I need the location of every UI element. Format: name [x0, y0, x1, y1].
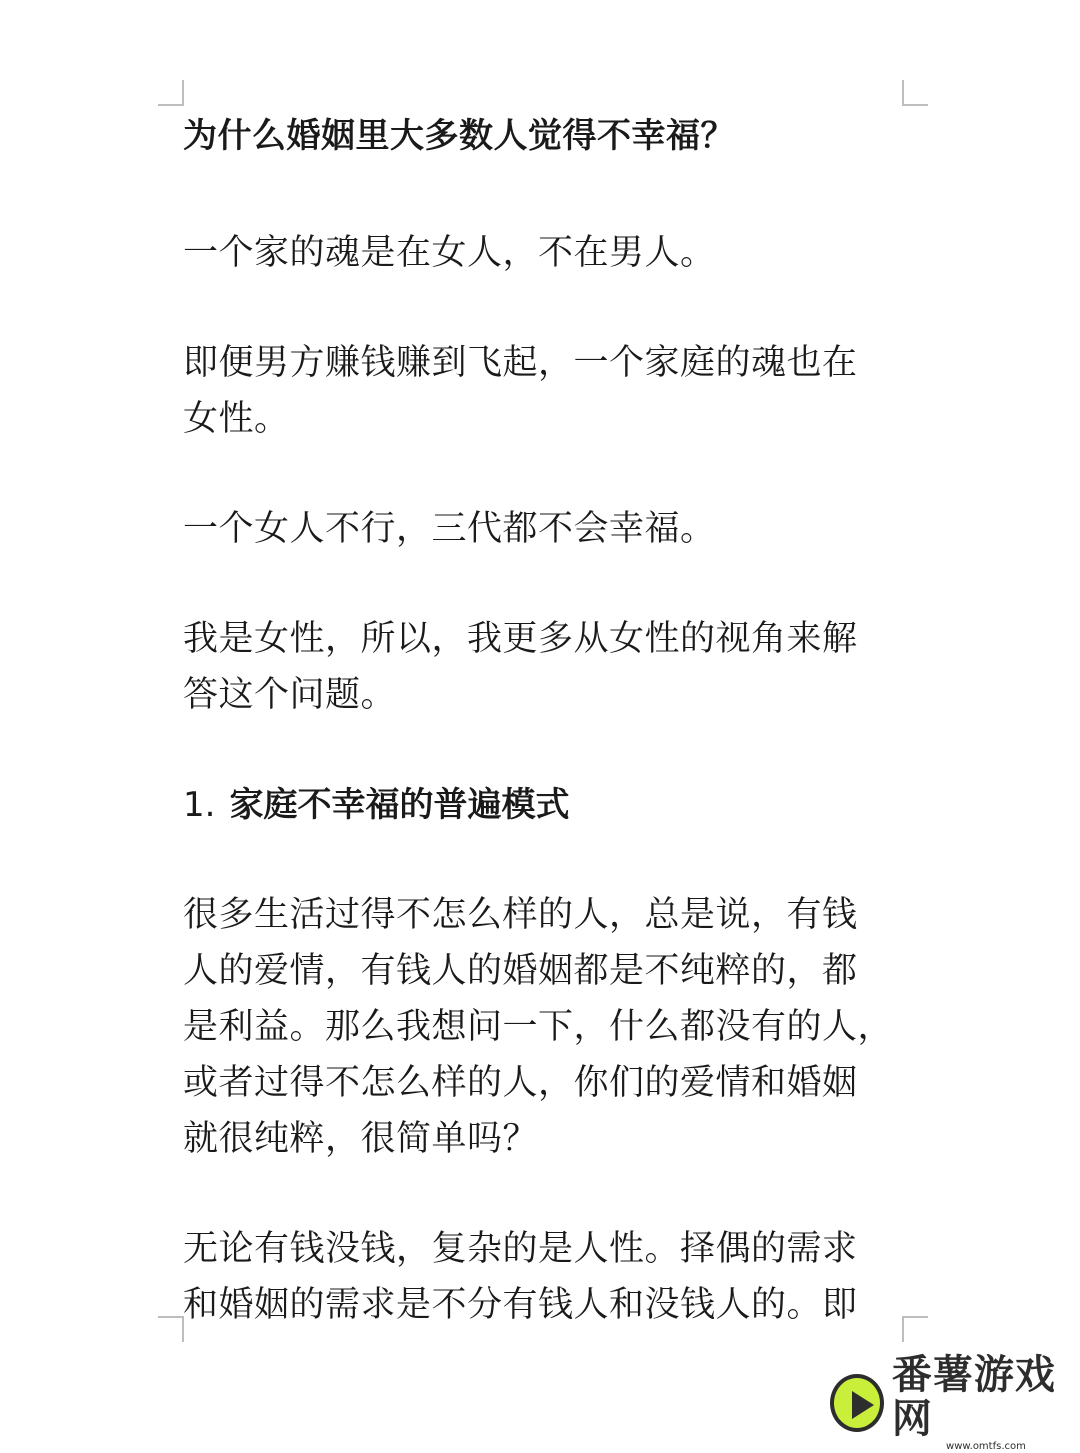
watermark-text — [892, 1353, 1080, 1453]
watermark-name: 番薯游戏网 — [891, 1352, 1056, 1442]
paragraph-5 — [183, 887, 923, 1167]
paragraph-2 — [183, 335, 923, 447]
paragraph-1 — [183, 225, 923, 281]
document-title: 为什么婚姻里大多数人觉得不幸福？ — [183, 116, 735, 156]
paragraph-2-line-2: 女性。 — [183, 399, 290, 439]
crop-mark-top-right — [902, 80, 928, 106]
paragraph-2-line-1: 即便男方赚钱赚到飞起，一个家庭的魂也在 — [183, 343, 858, 383]
paragraph-4-line-2: 答这个问题。 — [183, 675, 397, 715]
section-number: 1. — [183, 785, 216, 825]
watermark — [830, 1352, 1080, 1452]
paragraph-4-line-1: 我是女性，所以，我更多从女性的视角来解 — [183, 619, 858, 659]
paragraph-6-line-2: 和婚姻的需求是不分有钱人和没钱人的。即 — [183, 1285, 858, 1325]
section-heading-text: 家庭不幸福的普遍模式 — [229, 785, 570, 825]
paragraph-5-line-2: 人的爱情，有钱人的婚姻都是不纯粹的，都 — [183, 951, 858, 991]
paragraph-5-line-3: 是利益。那么我想问一下，什么都没有的人， — [183, 1007, 894, 1047]
document-content — [183, 108, 923, 1333]
paragraph-4 — [183, 611, 923, 723]
paragraph-5-line-5: 就很纯粹，很简单吗？ — [183, 1119, 539, 1159]
crop-mark-top-left — [158, 80, 184, 106]
crop-mark-bottom-left — [158, 1316, 184, 1342]
paragraph-5-line-1: 很多生活过得不怎么样的人，总是说，有钱 — [183, 895, 858, 935]
watermark-url: www.omtfs.com — [946, 1441, 1026, 1452]
paragraph-6-line-1: 无论有钱没钱，复杂的是人性。择偶的需求 — [183, 1229, 858, 1269]
paragraph-1-line-1: 一个家的魂是在女人，不在男人。 — [183, 233, 716, 273]
section-heading — [183, 777, 923, 833]
play-logo-icon — [830, 1374, 884, 1432]
paragraph-3 — [183, 501, 923, 557]
paragraph-3-line-1: 一个女人不行，三代都不会幸福。 — [183, 509, 716, 549]
paragraph-6 — [183, 1221, 923, 1333]
paragraph-5-line-4: 或者过得不怎么样的人，你们的爱情和婚姻 — [183, 1063, 858, 1103]
